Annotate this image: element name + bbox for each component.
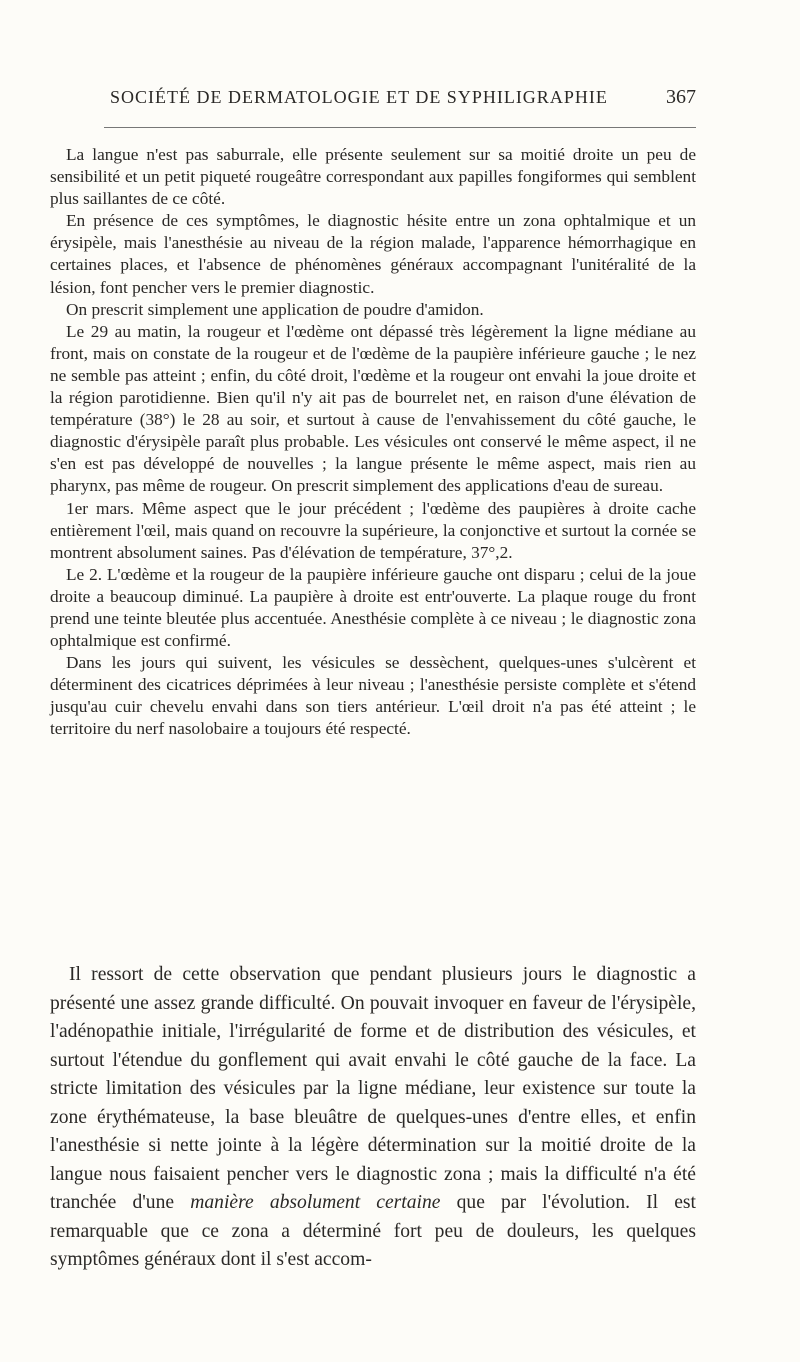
case-observation-text <box>50 144 696 741</box>
text-run: Il ressort de cette observation que pendant plusieurs jours le diagnostic a présenté une assez grande difficulté. On pouvait invoquer en faveur de l'érysipèle, l'adénopathie initiale, l'irrégularité de forme et de distribution des vésicules, et surtout l'étendue du gonflement qui avait envahi le côté gauche de la face. La stricte limitation des vésicules par la ligne médiane, leur existence sur toute la zone érythémateuse, la base bleuâtre de quelques-unes d'entre elles, et enfin l'anesthésie si nette jointe à la légère détermination sur la moitié droite de la langue nous faisaient pencher vers le diagnostic zona ; mais la difficulté n'a été tranchée d'une <box>50 964 696 1213</box>
header-rule <box>104 127 696 128</box>
page-number: 367 <box>666 86 696 108</box>
paragraph <box>50 961 696 1275</box>
paragraph: La langue n'est pas saburrale, elle présente seulement sur sa moitié droite un peu de sensibilité et un petit piqueté rougeâtre correspondant aux papilles fongiformes qui semblent plus saillantes de ce côté. <box>50 145 696 209</box>
paragraph: Dans les jours qui suivent, les vésicules se dessèchent, quelques-unes s'ulcèrent et déterminent des cicatrices déprimées à leur niveau ; l'anesthésie persiste complète et s'étend jusqu'au cuir chevelu envahi dans son tiers antérieur. L'œil droit n'a pas été atteint ; le territoire du nerf nasolobaire a toujours été respecté. <box>50 653 696 739</box>
italic-phrase: manière absolument certaine <box>190 1192 441 1213</box>
paragraph: Le 2. L'œdème et la rougeur de la paupière inférieure gauche ont disparu ; celui de la joue droite a beaucoup diminué. La paupière à droite est entr'ouverte. La plaque rouge du front prend une teinte bleutée plus accentuée. Anesthésie complète à ce niveau ; le diagnostic zona ophtalmique est confirmé. <box>50 564 696 651</box>
paragraph: On prescrit simplement une application de poudre d'amidon. <box>66 299 484 319</box>
paragraph: 1er mars. Même aspect que le jour précédent ; l'œdème des paupières à droite cache entièrement l'œil, mais quand on recouvre la supérieure, la conjonctive et surtout la cornée se montrent absolument saines. Pas d'élévation de température, 37°,2. <box>50 498 696 562</box>
running-header <box>110 86 696 109</box>
commentary-text <box>50 961 696 1275</box>
paragraph: En présence de ces symptômes, le diagnostic hésite entre un zona ophtalmique et un érysipèle, mais l'anesthésie au niveau de la région malade, l'apparence hémorrhagique en certaines places, et l'absence de phénomènes généraux accompagnant l'unitéralité de la lésion, font pencher vers le premier diagnostic. <box>50 211 696 297</box>
text-run: que par l'évolution. Il est remarquable que ce zona a déterminé fort peu de douleurs, les quelques symptômes généraux dont il s'est accom- <box>50 1192 696 1270</box>
paragraph: Le 29 au matin, la rougeur et l'œdème ont dépassé très légèrement la ligne médiane au front, mais on constate de la rougeur et de l'œdème de la paupière inférieure gauche ; le nez ne semble pas atteint ; enfin, du côté droit, l'œdème et la rougeur ont envahi la joue droite et la région parotidienne. Bien qu'il n'y ait pas de bourrelet net, en raison d'une élévation de température (38°) le 28 au soir, et surtout à cause de l'envahissement du côté gauche, le diagnostic d'érysipèle paraît plus probable. Les vésicules ont conservé le même aspect, il ne s'en est pas développé de nouvelles ; la langue présente le même aspect, mais rien au pharynx, pas même de rougeur. On prescrit simplement des applications d'eau de sureau. <box>50 321 696 496</box>
running-title: SOCIÉTÉ DE DERMATOLOGIE ET DE SYPHILIGRAPHIE <box>110 87 608 107</box>
